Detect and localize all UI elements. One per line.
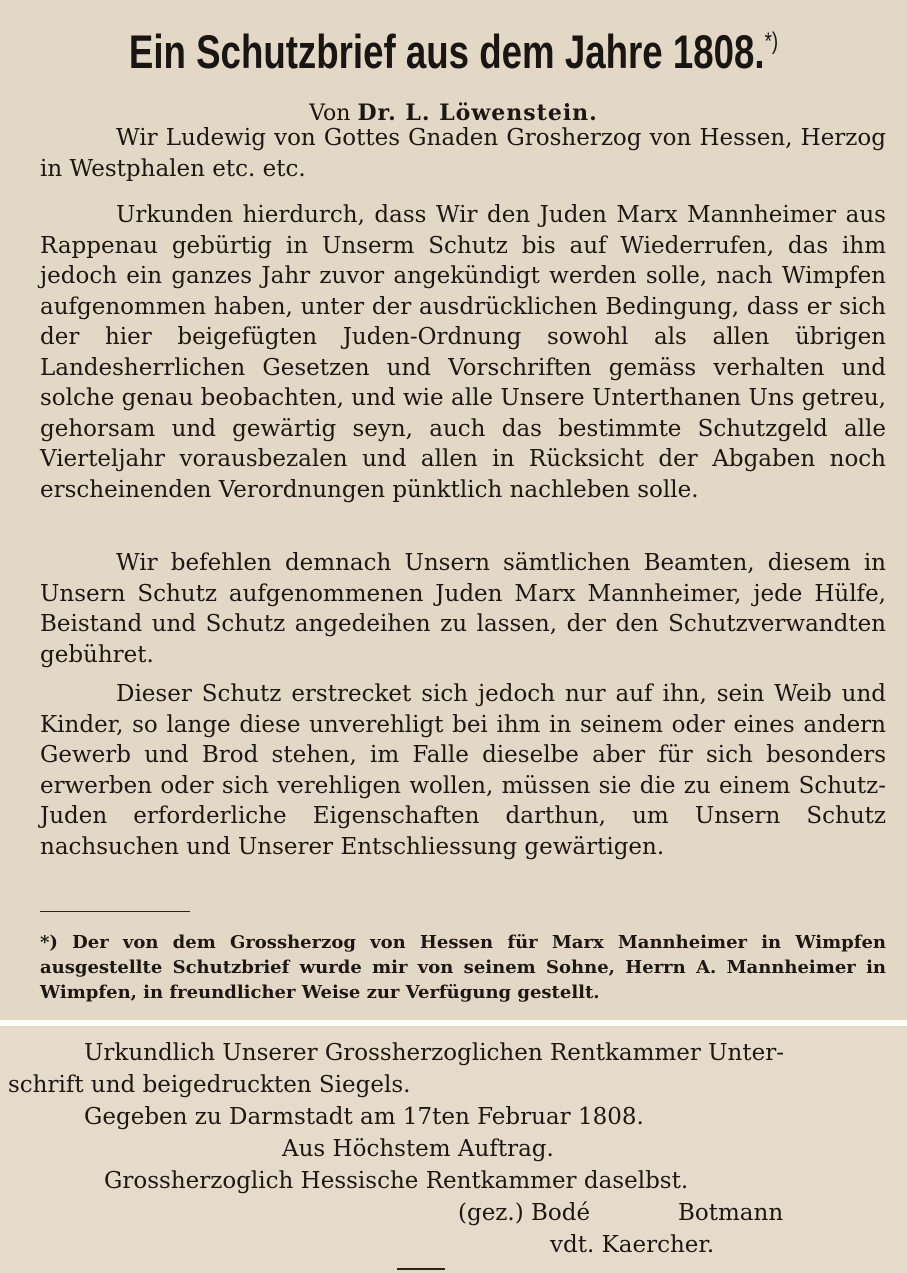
signature-bode: (gez.) Bodé [458, 1200, 591, 1226]
signature-kaercher: vdt. Kaercher. [550, 1232, 715, 1258]
title-footnote-mark: *) [764, 28, 779, 55]
continuation-line-3: Gegeben zu Darmstadt am 17ten Februar 1808. [84, 1104, 644, 1130]
paragraph-1: Wir Ludewig von Gottes Gnaden Grosherzog von Hessen, Herzog in Westphalen etc. etc. [40, 125, 886, 182]
footnote: *) Der von dem Grossherzog von Hessen für Marx Mannheimer in Wimpfen ausgestellte Schutzbrief wurde mir von seinem Sohne, Herrn A. Mannheimer in Wimpfen, in freundlicher Weise zur Verfügung gestellt. [40, 932, 886, 1003]
paragraph-3: Wir befehlen demnach Unsern sämtlichen Beamten, diesem in Unsern Schutz aufgenommenen Juden Marx Mannheimer, jede Hülfe, Beistand und Schutz angedeihen zu lassen, der den Schutzverwandten gebühret. [40, 550, 886, 668]
continuation-line-1: Urkundlich Unserer Grossherzoglichen Rentkammer Unter- [84, 1040, 784, 1066]
footnote-divider [40, 911, 190, 912]
signature-botmann: Botmann [678, 1200, 784, 1226]
paragraph-4: Dieser Schutz erstrecket sich jedoch nur auf ihn, sein Weib und Kinder, so lange diese unverehligt bei ihm in seinem oder eines andern Gewerb und Brod stehen, im Falle dieselbe aber für sich besonders erwerben oder sich verehligen wollen, müssen sie die zu einem Schutz-Juden erforderliche Eigenschaften darthun, um Unsern Schutz nachsuchen und Unserer Entschliessung gewärtigen. [40, 681, 886, 860]
bottom-divider [397, 1268, 445, 1270]
author-prefix: Von [309, 101, 351, 126]
continuation-line-2: schrift und beigedruckten Siegels. [8, 1072, 411, 1098]
paragraph-2: Urkunden hierdurch, dass Wir den Juden Marx Mannheimer aus Rappenau gebürtig in Unserm Schutz bis auf Wiederrufen, das ihm jedoch ein ganzes Jahr zuvor angekündigt werden solle, nach Wimpfen aufgenommen haben, unter der ausdrücklichen Bedingung, dass er sich der hier beigefügten Juden-Ordnung sowohl als allen übrigen Landesherrlichen Gesetzen und Vorschriften gemäss verhalten und solche genau beobachten, und wie alle Unsere Unterthanen Uns getreu, gehorsam und gewärtig seyn, auch das bestimmte Schutzgeld alle Vierteljahr vorausbezalen und allen in Rücksicht der Abgaben noch erscheinenden Verordnungen pünktlich nachleben solle. [40, 202, 886, 503]
continuation-line-4: Aus Höchstem Auftrag. [282, 1136, 554, 1162]
author-name: Dr. L. Löwenstein. [357, 100, 598, 126]
continuation-line-5: Grossherzoglich Hessische Rentkammer daselbst. [104, 1168, 689, 1194]
article-title [100, 24, 807, 79]
continuation-page [0, 1026, 907, 1273]
title-text: Ein Schutzbrief aus dem Jahre 1808. [128, 25, 765, 78]
